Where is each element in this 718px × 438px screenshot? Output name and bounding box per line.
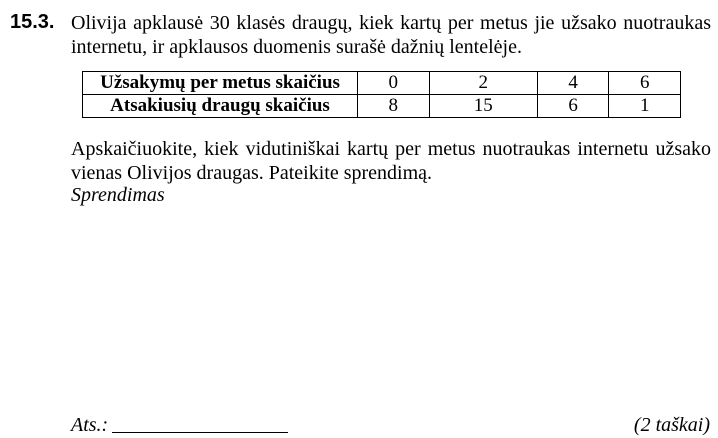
table-row (83, 72, 681, 95)
points-label: (2 taškai) (633, 414, 710, 436)
table-cell: 6 (537, 95, 609, 118)
table-cell: 4 (537, 72, 609, 95)
intro-line: Olivija apklausė 30 klasės draugų, kiek kartų per metus jie užsako nuotraukas (71, 12, 711, 34)
table-cell: 15 (429, 95, 537, 118)
task-text (71, 137, 711, 185)
table-cell: 0 (358, 72, 430, 95)
answer-label: Ats.: (71, 414, 109, 436)
question-number: 15.3. (10, 11, 55, 33)
answer-line[interactable] (112, 432, 288, 433)
frequency-table (82, 71, 681, 118)
row-header-respondents: Atsakiusių draugų skaičius (83, 95, 358, 118)
solution-label: Sprendimas (71, 184, 165, 206)
question-intro (71, 11, 711, 59)
table-cell: 8 (358, 95, 430, 118)
table-cell: 2 (429, 72, 537, 95)
table-cell: 1 (609, 95, 681, 118)
row-header-orders: Užsakymų per metus skaičius (83, 72, 358, 95)
task-line: vienas Olivijos draugas. Pateikite sprendimą. (71, 162, 433, 184)
intro-line: internetu, ir apklausos duomenis surašė dažnių lentelėje. (71, 36, 522, 58)
task-line: Apskaičiuokite, kiek vidutiniškai kartų per metus nuotraukas internetu užsako (71, 138, 711, 160)
table-row (83, 95, 681, 118)
table-cell: 6 (609, 72, 681, 95)
